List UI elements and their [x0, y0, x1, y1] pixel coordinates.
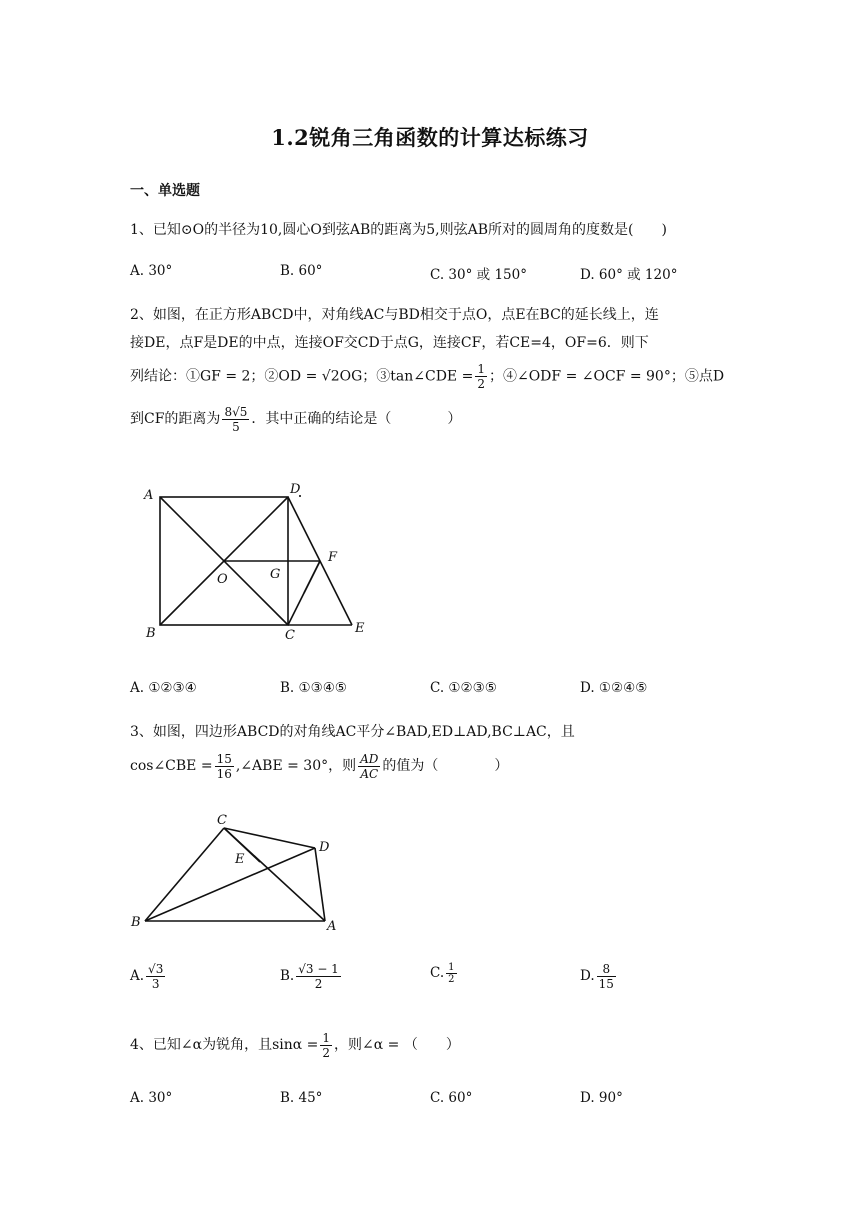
- q4-suffix: ，则∠α = （ ）: [334, 1037, 460, 1053]
- option-letter: D.: [580, 968, 595, 984]
- section-heading: 一、单选题: [130, 183, 200, 199]
- fraction-denominator: 2: [322, 1045, 331, 1060]
- label-g: G: [270, 567, 281, 582]
- label-f: F: [328, 550, 338, 565]
- label-d: D: [290, 482, 301, 497]
- option-letter: B.: [280, 968, 295, 984]
- option-letter: A.: [130, 968, 145, 984]
- fraction: [222, 405, 249, 434]
- page-title: 1.2锐角三角函数的计算达标练习: [271, 125, 589, 150]
- label-c: C: [217, 813, 227, 828]
- fraction: [215, 752, 234, 781]
- question-4-text: [130, 1030, 460, 1060]
- fraction-denominator: 2: [314, 977, 323, 991]
- fraction: [296, 962, 341, 991]
- q4-prefix: 4、已知∠α为锐角，且sinα =: [130, 1037, 319, 1053]
- option-b[interactable]: B. 60°: [280, 263, 323, 279]
- fraction-denominator: 16: [216, 766, 232, 781]
- option-a[interactable]: [130, 962, 167, 991]
- option-letter: C.: [430, 965, 445, 981]
- q3-line2-prefix: cos∠CBE =: [130, 758, 213, 774]
- option-d[interactable]: D. 90°: [580, 1090, 623, 1106]
- quadrilateral-abcd-figure: [125, 808, 355, 938]
- fraction: [146, 962, 165, 991]
- fraction: [320, 1031, 332, 1060]
- question-2-options: [130, 680, 750, 702]
- label-o: O: [217, 572, 228, 587]
- label-b: B: [146, 626, 156, 641]
- option-b[interactable]: [280, 962, 343, 991]
- option-c[interactable]: C. ①②③⑤: [430, 680, 497, 696]
- fraction-denominator: AC: [360, 766, 379, 781]
- question-2-line-2: 接DE，点F是DE的中点，连接OF交CD于点G，连接CF，若CE=4，OF=6．则下: [130, 335, 649, 351]
- question-3-line-1: 3、如图，四边形ABCD的对角线AC平分∠BAD,ED⊥AD,BC⊥AC，且: [130, 724, 575, 740]
- option-c[interactable]: C. 30° 或 150°: [430, 267, 527, 283]
- option-d[interactable]: D. ①②④⑤: [580, 680, 648, 696]
- option-a[interactable]: A. ①②③④: [130, 680, 197, 696]
- label-c: C: [285, 628, 295, 643]
- fraction-numerator: AD: [360, 751, 379, 766]
- option-a[interactable]: A. 30°: [130, 1090, 173, 1106]
- q3-line2-middle: ,∠ABE = 30°，则: [235, 758, 357, 774]
- option-c[interactable]: [430, 962, 459, 985]
- option-b[interactable]: B. ①③④⑤: [280, 680, 347, 696]
- fraction-numerator: √3 − 1: [298, 962, 339, 976]
- label-a: A: [144, 488, 154, 503]
- label-b: B: [131, 915, 141, 930]
- fraction: [475, 362, 487, 391]
- question-1-options: [130, 263, 750, 285]
- q2-line4-suffix: ．其中正确的结论是（ ）: [251, 411, 462, 427]
- fraction-denominator: 3: [151, 977, 160, 991]
- question-3-options: [130, 962, 750, 1002]
- option-d[interactable]: D. 60° 或 120°: [580, 267, 678, 283]
- option-a[interactable]: A. 30°: [130, 263, 173, 279]
- question-1-text: 1、已知⊙O的半径为10,圆心O到弦AB的距离为5,则弦AB所对的圆周角的度数是( ): [130, 222, 667, 238]
- fraction-denominator: 15: [598, 977, 614, 991]
- fraction-denominator: 2: [477, 377, 485, 391]
- label-a: A: [327, 919, 337, 934]
- fraction-numerator: 1: [322, 1030, 331, 1045]
- fraction-numerator: 1: [477, 362, 485, 376]
- option-c[interactable]: C. 60°: [430, 1090, 473, 1106]
- option-b[interactable]: B. 45°: [280, 1090, 323, 1106]
- fraction-denominator: 5: [232, 419, 240, 434]
- label-e: E: [235, 852, 245, 867]
- q3-line2-suffix: 的值为（ ）: [382, 758, 509, 774]
- q2-line4-prefix: 到CF的距离为: [130, 411, 221, 427]
- square-abcd-figure: [140, 475, 380, 645]
- fraction: [597, 962, 616, 991]
- question-2-line-4: [130, 404, 461, 434]
- question-3-line-2: [130, 750, 508, 782]
- q2-line3-prefix: 列结论：①GF = 2；②OD = √2OG；③tan∠CDE =: [130, 368, 474, 385]
- question-4-options: [130, 1090, 750, 1112]
- fraction: [358, 752, 380, 781]
- fraction: [446, 962, 456, 985]
- label-e: E: [355, 621, 365, 636]
- question-2-line-3: [130, 362, 724, 391]
- option-d[interactable]: [580, 962, 618, 991]
- label-d: D: [319, 840, 330, 855]
- fraction-numerator: 15: [216, 751, 232, 766]
- fraction-numerator: 8: [597, 962, 616, 977]
- fraction-numerator: 8√5: [224, 404, 248, 419]
- fraction-numerator: √3: [148, 962, 164, 976]
- q2-line3-suffix: ；④∠ODF = ∠OCF = 90°；⑤点D: [488, 368, 725, 385]
- fraction-denominator: 2: [448, 974, 455, 985]
- question-2-line-1: 2、如图，在正方形ABCD中，对角线AC与BD相交于点O，点E在BC的延长线上，连: [130, 307, 659, 323]
- fraction-numerator: 1: [448, 962, 455, 973]
